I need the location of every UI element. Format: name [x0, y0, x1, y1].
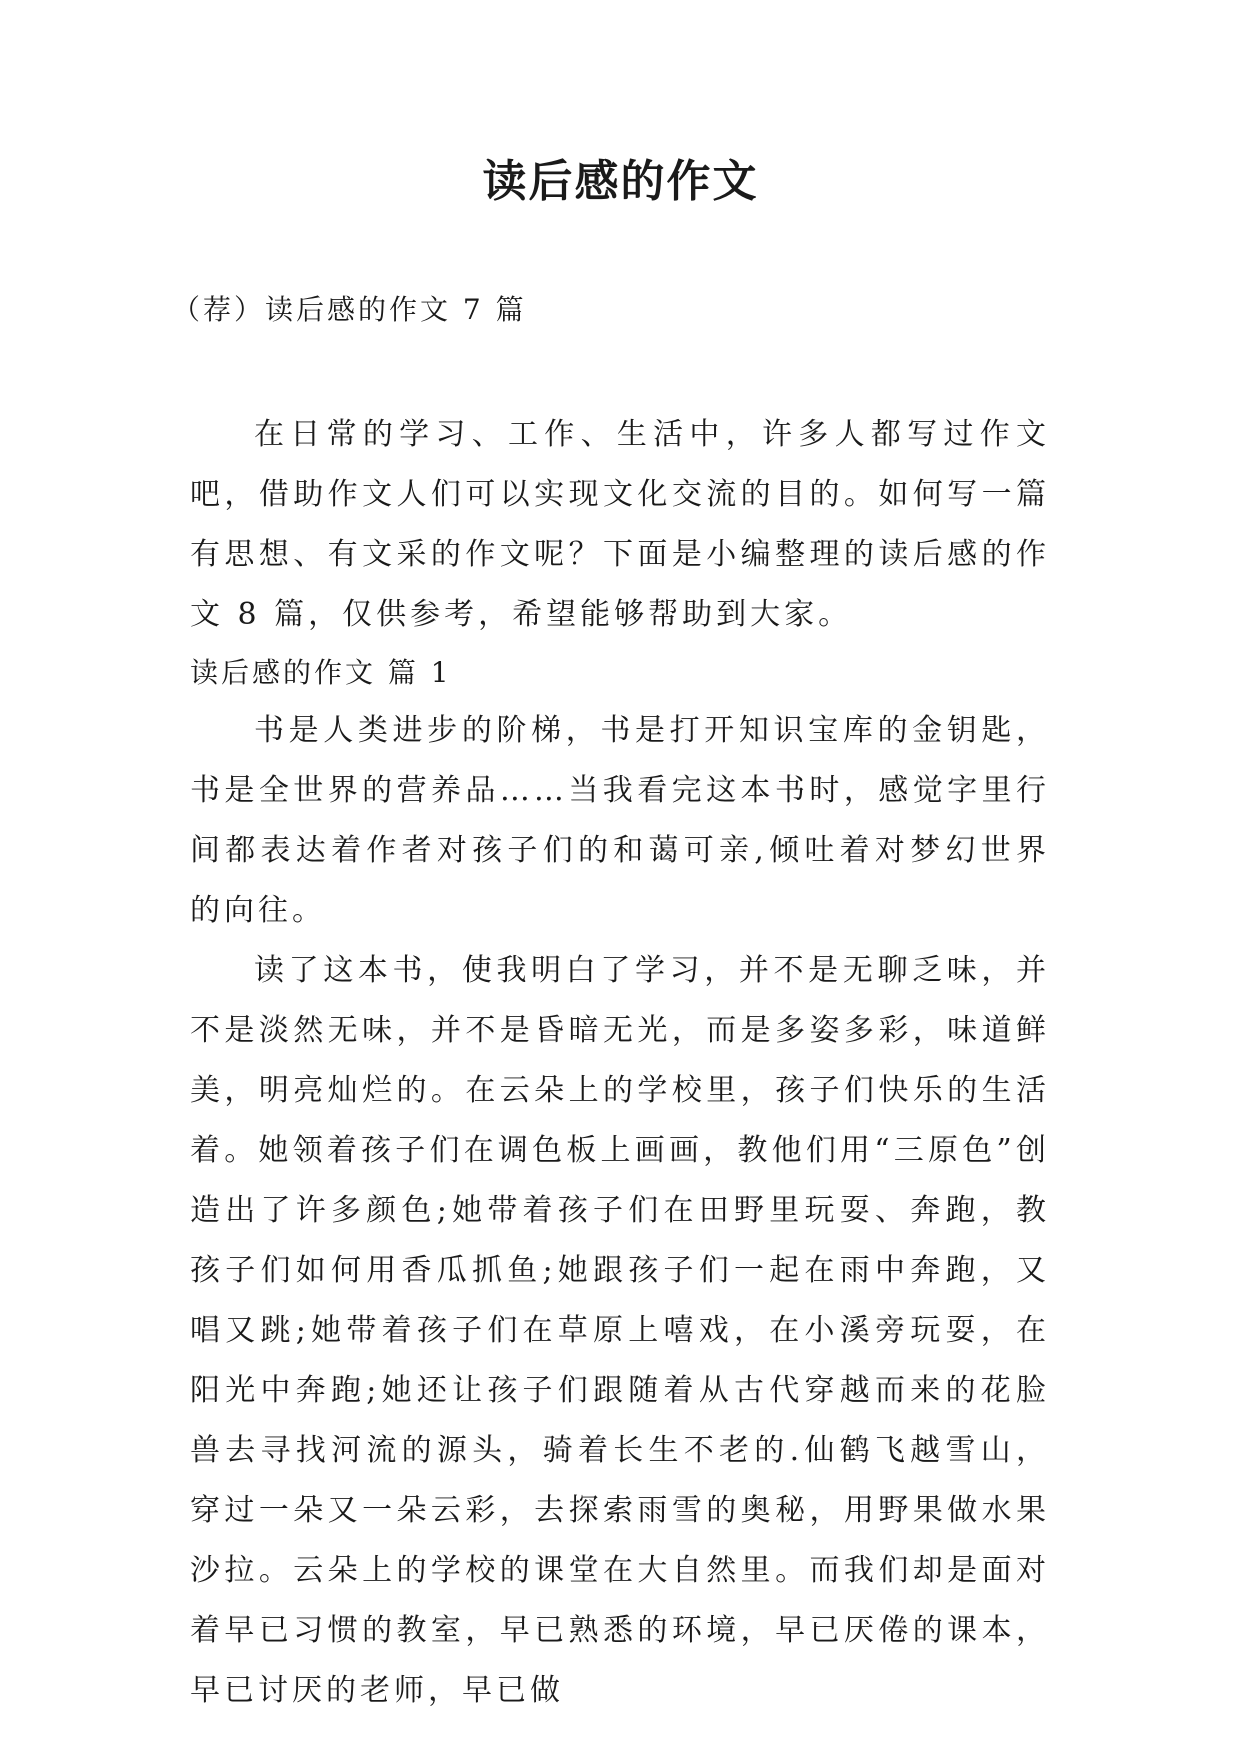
document-title: 读后感的作文 — [482, 156, 759, 207]
body-paragraph: 书是人类进步的阶梯，书是打开知识宝库的金钥匙，书是全世界的营养品……当我看完这本书时，感觉字里行间都表达着作者对孩子们的和蔼可亲,倾吐着对梦幻世界的向往。 — [190, 713, 1050, 928]
intro-paragraph: 在日常的学习、工作、生活中，许多人都写过作文吧，借助作文人们可以实现文化交流的目的。如何写一篇有思想、有文采的作文呢？下面是小编整理的读后感的作文 8 篇，仅供参考，希望能够帮助到大家。 — [190, 417, 1050, 632]
body-paragraph: 读了这本书，使我明白了学习，并不是无聊乏味，并不是淡然无味，并不是昏暗无光，而是多姿多彩，味道鲜美，明亮灿烂的。在云朵上的学校里，孩子们快乐的生活着。她领着孩子们在调色板上画画，教他们用“三原色”创造出了许多颜色;她带着孩子们在田野里玩耍、奔跑，教孩子们如何用香瓜抓鱼;她跟孩子们一起在雨中奔跑，又唱又跳;她带着孩子们在草原上嘻戏，在小溪旁玩耍，在阳光中奔跑;她还让孩子们跟随着从古代穿越而来的花脸兽去寻找河流的源头，骑着长生不老的.仙鹤飞越雪山，穿过一朵又一朵云彩，去探索雨雪的奥秘，用野果做水果沙拉。云朵上的学校的课堂在大自然里。而我们却是面对着早已习惯的教室，早已熟悉的环境，早已厌倦的课本，早已讨厌的老师，早已做 — [190, 953, 1050, 1708]
document-subtitle: （荐）读后感的作文 7 篇 — [172, 293, 527, 326]
document-body — [190, 405, 1050, 1721]
section-heading: 读后感的作文 篇 1 — [190, 656, 452, 689]
